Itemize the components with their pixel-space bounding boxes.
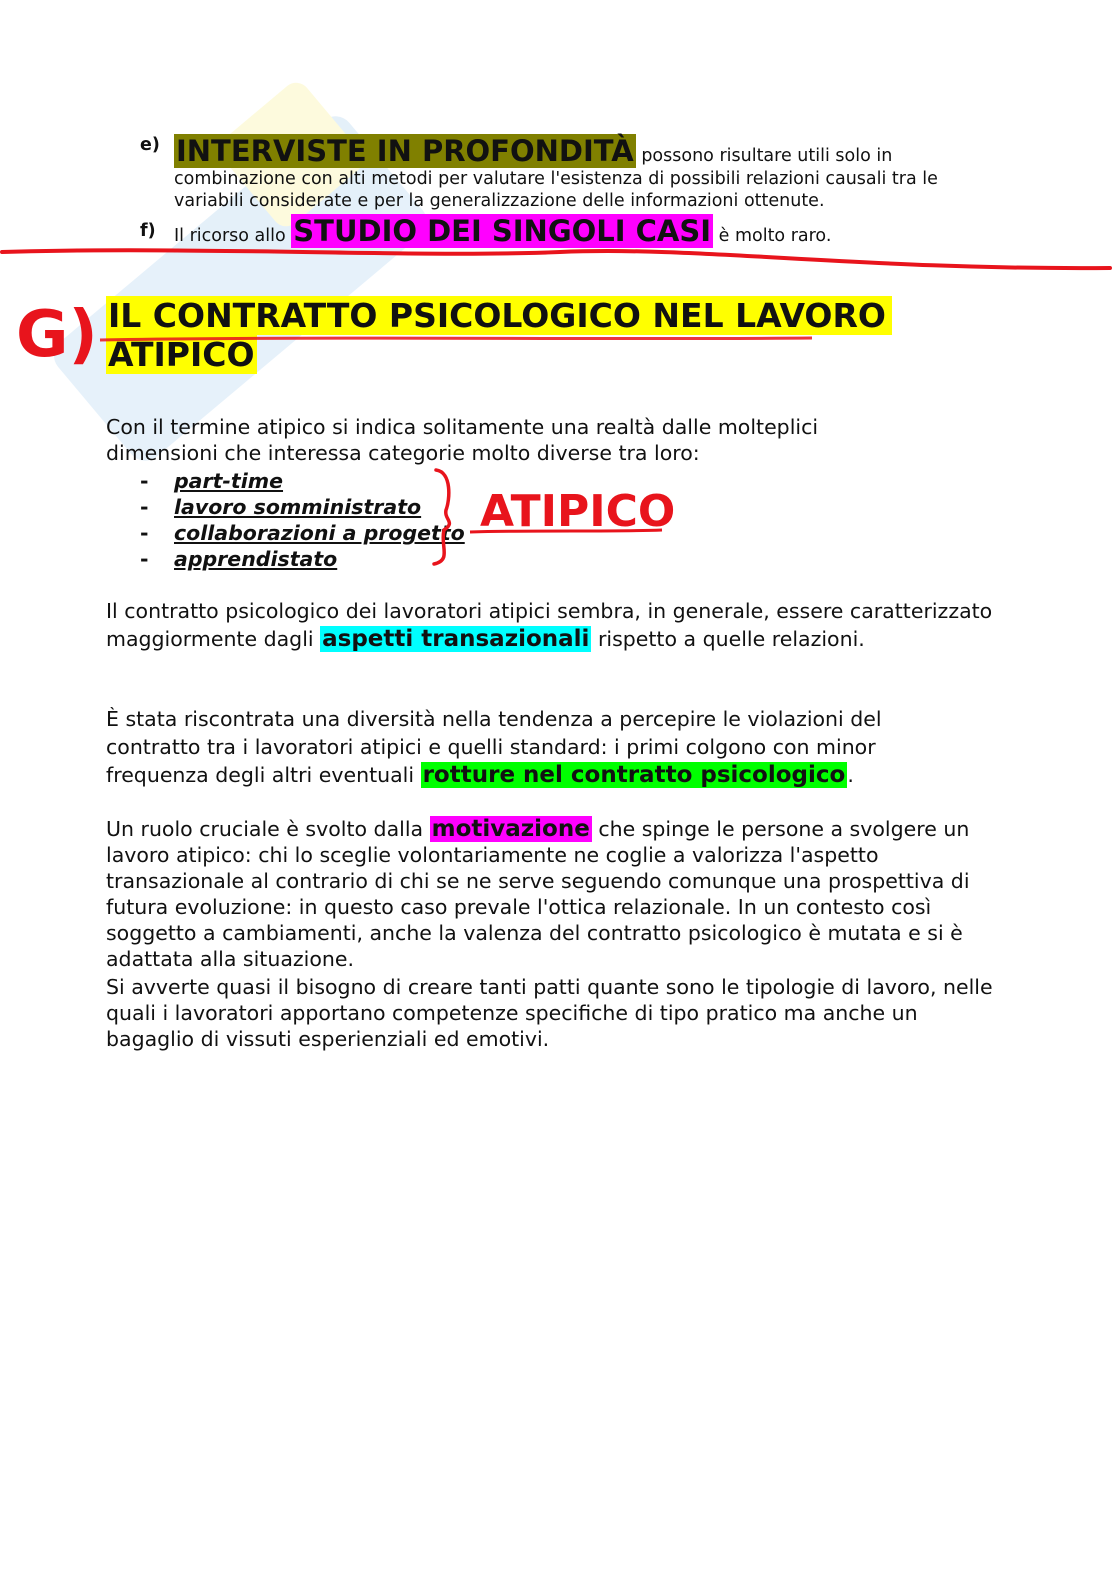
para3-before: Un ruolo cruciale è svolto dalla <box>106 817 430 841</box>
heading-line1: IL CONTRATTO PSICOLOGICO NEL LAVORO <box>106 296 892 335</box>
highlight-singoli-casi: STUDIO DEI SINGOLI CASI <box>293 214 712 248</box>
item-f-after: è molto raro. <box>713 226 832 246</box>
list-item: - collaborazioni a progetto <box>140 520 465 546</box>
highlight-interviste: INTERVISTE IN PROFONDITÀ <box>176 134 634 168</box>
list-item: - part-time <box>140 468 465 494</box>
highlight-aspetti-transazionali: aspetti transazionali <box>322 626 590 652</box>
paragraph-rotture <box>106 705 976 789</box>
highlight-rotture: rotture nel contratto psicologico <box>422 762 846 788</box>
para2-before: È stata riscontrata una diversità nella tendenza a percepire le violazioni del contratto tra i lavoratori atipici e quelli standard: i primi colgono con minor frequenza degli altri eventuali <box>106 707 882 787</box>
para1-after: rispetto a quelle relazioni. <box>591 627 865 651</box>
item-label-e: e) <box>140 135 160 155</box>
atypical-types-list <box>140 468 465 572</box>
divider-stroke <box>2 250 1110 268</box>
item-label-f: f) <box>140 221 156 241</box>
item-text-e <box>174 134 994 212</box>
paragraph-motivazione <box>106 816 1006 972</box>
highlight-motivazione: motivazione <box>431 816 590 842</box>
para1-before: Il contratto psicologico dei lavoratori atipici sembra, in generale, essere caratterizzato maggiormente dagli <box>106 599 993 651</box>
bracket-note-underline <box>470 530 662 532</box>
margin-letter-g: G) <box>16 298 98 372</box>
heading-line2: ATIPICO <box>108 335 255 374</box>
item-f-before: Il ricorso allo <box>174 226 292 246</box>
section-heading <box>106 296 926 374</box>
para3-after: che spinge le persone a svolgere un lavoro atipico: chi lo sceglie volontariamente ne coglie a valorizza l'aspetto transazionale al contrario di chi se ne serve seguendo comunque una prospettiva di futura evoluzione: in questo caso prevale l'ottica relazionale. In un contesto così soggetto a cambiamenti, anche la valenza del contratto psicologico è mutata e si è adattata alla situazione. <box>106 817 970 971</box>
bracket-note-atipico: ATIPICO <box>480 486 676 537</box>
item-text-f <box>174 214 994 248</box>
list-item: - apprendistato <box>140 546 465 572</box>
paragraph-patti: Si avverte quasi il bisogno di creare tanti patti quante sono le tipologie di lavoro, nelle quali i lavoratori apportano competenze specifiche di tipo pratico ma anche un bagaglio di vissuti esperienziali ed emotivi. <box>106 975 993 1051</box>
intro-paragraph: Con il termine atipico si indica solitamente una realtà dalle molteplici dimensioni che interessa categorie molto diverse tra loro: <box>106 415 819 465</box>
paragraph-transazionali <box>106 597 1006 653</box>
list-item: - lavoro somministrato <box>140 494 465 520</box>
para2-after: . <box>847 763 854 787</box>
item-e-body: possono risultare utili solo in combinazione con alti metodi per valutare l'esistenza di possibili relazioni causali tra le variabili considerate e per la generalizzazione delle informazioni ottenute. <box>174 146 938 211</box>
